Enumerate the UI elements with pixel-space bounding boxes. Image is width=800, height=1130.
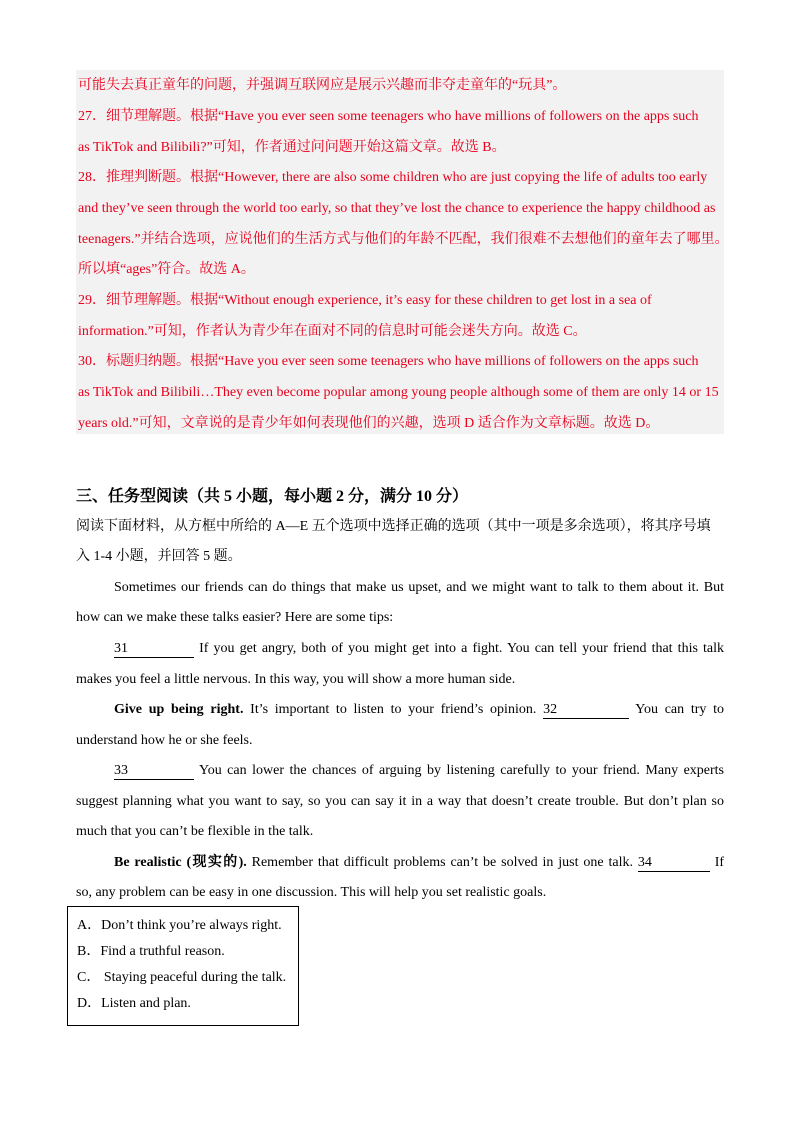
answer-line: years old.”可知，文章说的是青少年如何表现他们的兴趣，选项 D 适合作为文章标题。故选 D。 [78,416,660,431]
option-b: B．Find a truthful reason. [77,944,225,959]
passage-line: Sometimes our friends can do things that make us upset, and we might want to talk to them about it. But [114,580,724,595]
answer-line: as TikTok and Bilibili?”可知，作者通过问问题开始这篇文章。故选 B。 [78,140,506,155]
blank-33[interactable]: 33 [114,763,194,780]
passage-line [114,853,724,873]
option-c: C． Staying peaceful during the talk. [77,970,287,985]
answer-line: teenagers.”并结合选项，应说他们的生活方式与他们的年龄不匹配，我们很难不去想他们的童年去了哪里。 [78,232,729,247]
blank-34[interactable]: 34 [638,855,710,872]
answer-line: as TikTok and Bilibili…They even become popular among young people although some of them are only 14 or 15 [78,385,719,400]
passage-line: much that you can’t be flexible in the talk. [76,824,314,839]
blank-32[interactable]: 32 [543,702,629,719]
answer-line: 29．细节理解题。根据“Without enough experience, it’s easy for these children to get lost in a sea of [78,293,652,308]
passage-line: how can we make these talks easier? Here are some tips: [76,610,394,625]
passage-line [114,639,724,659]
answer-line: information.”可知，作者认为青少年在面对不同的信息时可能会迷失方向。故选 C。 [78,324,587,339]
blank-31[interactable]: 31 [114,641,194,658]
tip-heading: Give up being right. [114,702,244,717]
passage-line: suggest planning what you want to say, so you can say it in a way that doesn’t create trouble. But don’t plan so [76,794,724,809]
answer-line: 30．标题归纳题。根据“Have you ever seen some teenagers who have millions of followers on the apps such [78,354,699,369]
option-a: A．Don’t think you’re always right. [77,918,282,933]
passage-text: If you get angry, both of you might get into a fight. You can tell your friend that this talk [199,641,724,656]
passage-line [114,700,724,720]
options-box [67,906,299,1026]
passage-line: so, any problem can be easy in one discussion. This will help you set realistic goals. [76,885,547,900]
passage-text: You can lower the chances of arguing by listening carefully to your friend. Many experts [198,763,724,778]
answer-line: and they’ve seen through the world too early, so that they’ve lost the chance to experience the happy childhood as [78,201,716,216]
answer-line: 可能失去真正童年的问题，并强调互联网应是展示兴趣而非夺走童年的“玩具”。 [78,78,567,93]
passage-line [114,761,724,781]
passage-text: If [714,855,725,870]
answer-line: 27．细节理解题。根据“Have you ever seen some teenagers who have millions of followers on the apps such [78,109,699,124]
passage-text: Remember that difficult problems can’t be solved in just one talk. [251,855,633,870]
passage-text: It’s important to listen to your friend’s opinion. [250,702,537,717]
tip-heading: Be realistic (现实的). [114,855,247,870]
passage-line: makes you feel a little nervous. In this way, you will show a more human side. [76,672,516,687]
instruction-line: 入 1-4 小题，并回答 5 题。 [76,549,242,564]
answer-line: 所以填“ages”符合。故选 A。 [78,262,255,277]
option-d: D．Listen and plan. [77,996,191,1011]
instruction-line: 阅读下面材料，从方框中所给的 A—E 五个选项中选择正确的选项（其中一项是多余选项），将其序号填 [76,519,711,534]
passage-line: understand how he or she feels. [76,733,253,748]
section-heading: 三、任务型阅读（共 5 小题，每小题 2 分，满分 10 分） [76,488,469,505]
passage-text: You can try to [635,702,724,717]
answer-line: 28．推理判断题。根据“However, there are also some children who are just copying the life of adults too early [78,170,708,185]
